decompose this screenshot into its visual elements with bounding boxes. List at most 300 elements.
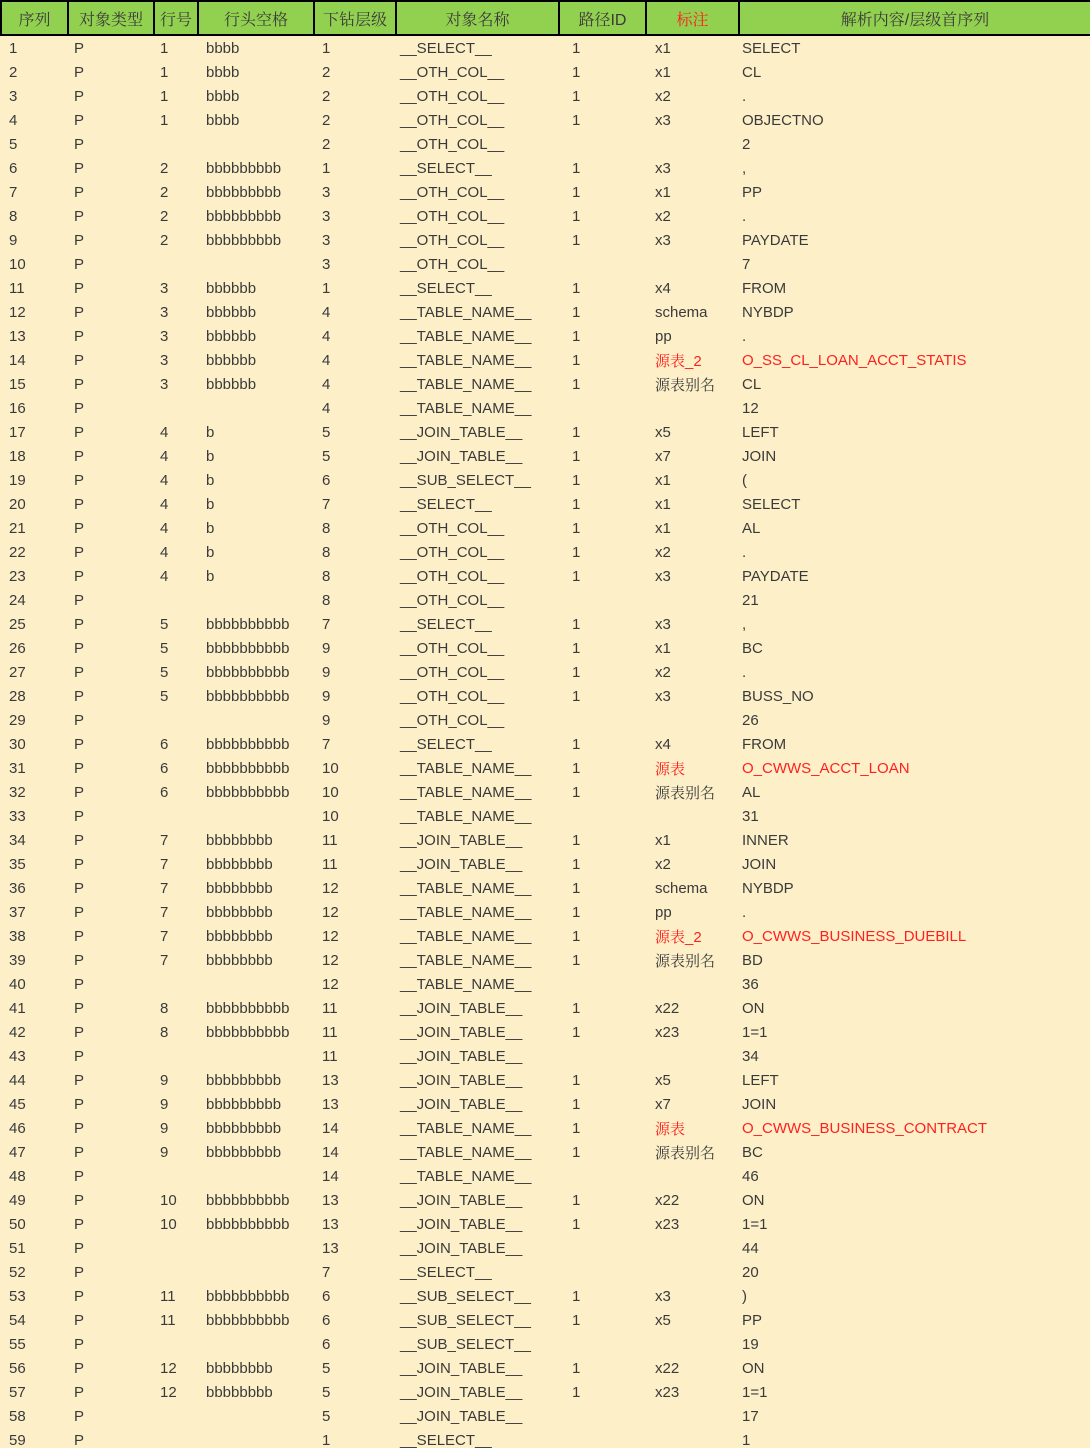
cell-drill-level[interactable]: 6 (322, 1311, 331, 1329)
cell-annotation[interactable]: 源表别名 (655, 784, 716, 802)
cell-object-type[interactable]: P (74, 903, 85, 921)
cell-drill-level[interactable]: 8 (322, 519, 331, 537)
cell-object-name[interactable]: __TABLE_NAME__ (400, 1143, 532, 1161)
cell-parsed-content[interactable]: PP (742, 183, 763, 201)
cell-row-no[interactable]: 11 (160, 1311, 176, 1329)
cell-path-id[interactable]: 1 (572, 87, 581, 105)
cell-row-head-spaces[interactable]: bbbbbbbb (206, 903, 273, 921)
cell-parsed-content[interactable]: ON (742, 999, 765, 1017)
cell-seq[interactable]: 21 (9, 519, 26, 537)
cell-object-name[interactable]: __SELECT__ (400, 735, 492, 753)
cell-object-type[interactable]: P (74, 1407, 85, 1425)
cell-drill-level[interactable]: 13 (322, 1239, 339, 1257)
cell-annotation[interactable] (646, 804, 739, 828)
cell-object-type[interactable]: P (74, 159, 85, 177)
cell-drill-level[interactable]: 6 (322, 1335, 331, 1353)
cell-row-head-spaces[interactable]: bbbbbbbb (206, 1359, 273, 1377)
cell-object-name[interactable]: __JOIN_TABLE__ (400, 1071, 523, 1089)
cell-row-no[interactable]: 2 (160, 183, 169, 201)
cell-object-type[interactable]: P (74, 1215, 85, 1233)
cell-annotation[interactable]: x3 (655, 1287, 671, 1305)
cell-annotation[interactable]: x2 (655, 87, 671, 105)
cell-drill-level[interactable]: 7 (322, 735, 331, 753)
cell-parsed-content[interactable]: ( (742, 471, 747, 489)
cell-parsed-content[interactable]: 7 (742, 255, 751, 273)
cell-path-id[interactable]: 1 (572, 471, 581, 489)
cell-object-name[interactable]: __OTH_COL__ (400, 663, 505, 681)
cell-object-name[interactable]: __SUB_SELECT__ (400, 471, 531, 489)
cell-seq[interactable]: 28 (9, 687, 26, 705)
cell-row-head-spaces[interactable] (198, 1428, 314, 1448)
cell-object-name[interactable]: __JOIN_TABLE__ (400, 447, 523, 465)
cell-object-name[interactable]: __TABLE_NAME__ (400, 807, 532, 825)
cell-drill-level[interactable]: 13 (322, 1215, 339, 1233)
cell-object-type[interactable]: P (74, 1263, 85, 1281)
cell-object-type[interactable]: P (74, 279, 85, 297)
cell-object-type[interactable]: P (74, 1431, 85, 1448)
cell-object-name[interactable]: __JOIN_TABLE__ (400, 999, 523, 1017)
cell-annotation[interactable]: schema (655, 879, 708, 897)
cell-row-head-spaces[interactable] (198, 708, 314, 732)
cell-object-type[interactable]: P (74, 591, 85, 609)
cell-parsed-content[interactable]: NYBDP (742, 303, 794, 321)
cell-seq[interactable]: 43 (9, 1047, 26, 1065)
cell-parsed-content[interactable]: SELECT (742, 495, 801, 513)
cell-row-head-spaces[interactable]: bbbbbbbbbb (206, 759, 290, 777)
cell-drill-level[interactable]: 7 (322, 495, 331, 513)
cell-annotation[interactable]: x1 (655, 183, 671, 201)
cell-annotation[interactable]: x2 (655, 663, 671, 681)
col-header-path-id[interactable]: 路径ID (559, 1, 646, 35)
cell-row-head-spaces[interactable] (198, 804, 314, 828)
cell-object-name[interactable]: __SELECT__ (400, 495, 492, 513)
cell-object-name[interactable]: __JOIN_TABLE__ (400, 1239, 523, 1257)
cell-annotation[interactable] (646, 132, 739, 156)
cell-object-name[interactable]: __SELECT__ (400, 159, 492, 177)
cell-object-name[interactable]: __TABLE_NAME__ (400, 375, 532, 393)
cell-object-type[interactable]: P (74, 87, 85, 105)
cell-drill-level[interactable]: 5 (322, 1407, 331, 1425)
cell-annotation[interactable]: x23 (655, 1023, 680, 1041)
cell-annotation[interactable]: x1 (655, 495, 671, 513)
cell-drill-level[interactable]: 5 (322, 423, 331, 441)
cell-object-type[interactable]: P (74, 471, 85, 489)
cell-seq[interactable]: 58 (9, 1407, 26, 1425)
cell-parsed-content[interactable]: AL (742, 783, 761, 801)
cell-seq[interactable]: 3 (9, 87, 18, 105)
cell-object-type[interactable]: P (74, 519, 85, 537)
cell-seq[interactable]: 1 (9, 39, 18, 57)
cell-annotation[interactable] (646, 1332, 739, 1356)
cell-row-head-spaces[interactable]: bbbbbbbb (206, 951, 273, 969)
cell-row-head-spaces[interactable]: bbbbbb (206, 327, 257, 345)
cell-row-head-spaces[interactable]: b (206, 495, 215, 513)
cell-parsed-content[interactable]: 1=1 (742, 1215, 768, 1233)
cell-row-head-spaces[interactable]: bbbbbbbb (206, 831, 273, 849)
cell-row-no[interactable]: 1 (160, 87, 169, 105)
cell-row-no[interactable]: 1 (160, 111, 169, 129)
cell-row-head-spaces[interactable]: bbbbbbbbbb (206, 663, 290, 681)
cell-object-type[interactable]: P (74, 855, 85, 873)
cell-seq[interactable]: 20 (9, 495, 26, 513)
cell-parsed-content[interactable]: CL (742, 375, 762, 393)
cell-path-id[interactable]: 1 (572, 39, 581, 57)
col-header-row-head-spaces[interactable]: 行头空格 (198, 1, 314, 35)
cell-object-name[interactable]: __JOIN_TABLE__ (400, 1095, 523, 1113)
cell-row-no[interactable]: 4 (160, 567, 169, 585)
col-header-seq[interactable]: 序列 (1, 1, 68, 35)
cell-annotation[interactable]: x1 (655, 471, 671, 489)
col-header-object-name[interactable]: 对象名称 (396, 1, 559, 35)
cell-row-head-spaces[interactable]: bbbbbbbb (206, 855, 273, 873)
cell-annotation[interactable] (646, 708, 739, 732)
cell-drill-level[interactable]: 2 (322, 87, 331, 105)
cell-drill-level[interactable]: 4 (322, 327, 331, 345)
cell-path-id[interactable]: 1 (572, 951, 581, 969)
cell-path-id[interactable]: 1 (572, 1095, 581, 1113)
cell-row-no[interactable]: 7 (160, 879, 169, 897)
cell-seq[interactable]: 5 (9, 135, 18, 153)
cell-object-name[interactable]: __TABLE_NAME__ (400, 303, 532, 321)
cell-path-id[interactable]: 1 (572, 519, 581, 537)
cell-row-no[interactable]: 3 (160, 279, 169, 297)
cell-row-head-spaces[interactable]: bbbbbbbbbb (206, 735, 290, 753)
cell-object-type[interactable]: P (74, 759, 85, 777)
cell-row-head-spaces[interactable] (198, 1404, 314, 1428)
cell-row-head-spaces[interactable]: bbbbbbbb (206, 927, 273, 945)
cell-parsed-content[interactable]: BC (742, 639, 763, 657)
cell-annotation[interactable]: schema (655, 303, 708, 321)
cell-row-no[interactable]: 6 (160, 735, 169, 753)
cell-annotation[interactable] (646, 1164, 739, 1188)
cell-drill-level[interactable]: 11 (322, 1023, 338, 1041)
cell-parsed-content[interactable]: 36 (742, 975, 759, 993)
cell-row-no[interactable]: 5 (160, 639, 169, 657)
cell-row-head-spaces[interactable] (198, 1164, 314, 1188)
cell-seq[interactable]: 34 (9, 831, 26, 849)
cell-row-head-spaces[interactable]: bbbbbbbbbb (206, 1023, 290, 1041)
cell-parsed-content[interactable]: . (742, 327, 747, 345)
cell-drill-level[interactable]: 2 (322, 135, 331, 153)
cell-drill-level[interactable]: 13 (322, 1191, 339, 1209)
cell-object-type[interactable]: P (74, 807, 85, 825)
cell-object-type[interactable]: P (74, 327, 85, 345)
cell-object-name[interactable]: __OTH_COL__ (400, 255, 505, 273)
cell-drill-level[interactable]: 5 (322, 447, 331, 465)
cell-annotation[interactable]: x1 (655, 39, 671, 57)
cell-path-id[interactable]: 1 (572, 879, 581, 897)
cell-object-type[interactable]: P (74, 687, 85, 705)
cell-parsed-content[interactable]: SELECT (742, 39, 801, 57)
cell-row-no[interactable] (154, 1332, 198, 1356)
cell-row-no[interactable]: 8 (160, 1023, 169, 1041)
cell-annotation[interactable] (646, 396, 739, 420)
cell-parsed-content[interactable]: O_SS_CL_LOAN_ACCT_STATIS (742, 351, 967, 369)
cell-row-head-spaces[interactable]: bbbbbbbbbb (206, 1215, 290, 1233)
cell-path-id[interactable]: 1 (572, 1143, 581, 1161)
cell-parsed-content[interactable]: LEFT (742, 423, 779, 441)
cell-row-no[interactable] (154, 972, 198, 996)
cell-path-id[interactable]: 1 (572, 759, 581, 777)
cell-drill-level[interactable]: 3 (322, 231, 331, 249)
cell-annotation[interactable] (646, 1404, 739, 1428)
cell-seq[interactable]: 22 (9, 543, 26, 561)
cell-path-id[interactable] (559, 1236, 646, 1260)
cell-annotation[interactable]: x1 (655, 519, 671, 537)
cell-seq[interactable]: 26 (9, 639, 26, 657)
cell-annotation[interactable]: pp (655, 327, 672, 345)
cell-row-head-spaces[interactable]: bbbbbbbb (206, 879, 273, 897)
cell-seq[interactable]: 33 (9, 807, 26, 825)
cell-row-head-spaces[interactable] (198, 1332, 314, 1356)
cell-path-id[interactable] (559, 1260, 646, 1284)
cell-parsed-content[interactable]: JOIN (742, 855, 777, 873)
cell-object-name[interactable]: __JOIN_TABLE__ (400, 423, 523, 441)
cell-drill-level[interactable]: 13 (322, 1095, 339, 1113)
cell-row-no[interactable]: 9 (160, 1143, 169, 1161)
cell-path-id[interactable]: 1 (572, 111, 581, 129)
cell-object-type[interactable]: P (74, 495, 85, 513)
cell-annotation[interactable]: x23 (655, 1383, 680, 1401)
cell-annotation[interactable]: x1 (655, 639, 671, 657)
cell-parsed-content[interactable]: 12 (742, 399, 759, 417)
cell-row-no[interactable] (154, 132, 198, 156)
cell-seq[interactable]: 39 (9, 951, 26, 969)
cell-row-no[interactable]: 2 (160, 231, 169, 249)
cell-seq[interactable]: 51 (9, 1239, 26, 1257)
cell-seq[interactable]: 50 (9, 1215, 26, 1233)
cell-seq[interactable]: 30 (9, 735, 26, 753)
cell-path-id[interactable] (559, 1044, 646, 1068)
cell-drill-level[interactable]: 11 (322, 831, 338, 849)
cell-seq[interactable]: 35 (9, 855, 26, 873)
cell-row-no[interactable]: 11 (160, 1287, 176, 1305)
col-header-object-type[interactable]: 对象类型 (68, 1, 154, 35)
cell-path-id[interactable]: 1 (572, 999, 581, 1017)
cell-row-no[interactable]: 4 (160, 495, 169, 513)
cell-drill-level[interactable]: 11 (322, 1047, 338, 1065)
cell-row-head-spaces[interactable] (198, 1260, 314, 1284)
cell-row-head-spaces[interactable]: bbbb (206, 87, 240, 105)
cell-row-no[interactable] (154, 1428, 198, 1448)
cell-seq[interactable]: 12 (9, 303, 26, 321)
cell-row-no[interactable]: 6 (160, 759, 169, 777)
cell-row-head-spaces[interactable]: bbbbbbbbbb (206, 999, 290, 1017)
cell-seq[interactable]: 8 (9, 207, 18, 225)
cell-row-no[interactable] (154, 588, 198, 612)
cell-object-name[interactable]: __OTH_COL__ (400, 111, 505, 129)
cell-object-name[interactable]: __OTH_COL__ (400, 135, 505, 153)
cell-path-id[interactable]: 1 (572, 1311, 581, 1329)
cell-drill-level[interactable]: 13 (322, 1071, 339, 1089)
cell-parsed-content[interactable]: 26 (742, 711, 759, 729)
cell-annotation[interactable]: x4 (655, 735, 671, 753)
cell-object-type[interactable]: P (74, 111, 85, 129)
cell-annotation[interactable]: 源表 (655, 760, 686, 778)
cell-row-head-spaces[interactable]: bbbbbb (206, 303, 257, 321)
cell-annotation[interactable]: x2 (655, 543, 671, 561)
cell-drill-level[interactable]: 1 (322, 279, 331, 297)
cell-drill-level[interactable]: 4 (322, 399, 331, 417)
cell-row-head-spaces[interactable]: bbbbbbbbbb (206, 687, 290, 705)
cell-object-name[interactable]: __OTH_COL__ (400, 63, 505, 81)
cell-row-head-spaces[interactable] (198, 396, 314, 420)
cell-object-type[interactable]: P (74, 39, 85, 57)
cell-parsed-content[interactable]: , (742, 159, 747, 177)
cell-row-no[interactable]: 4 (160, 471, 169, 489)
cell-drill-level[interactable]: 2 (322, 63, 331, 81)
cell-parsed-content[interactable]: 2 (742, 135, 751, 153)
cell-drill-level[interactable]: 12 (322, 903, 339, 921)
cell-annotation[interactable]: 源表别名 (655, 376, 716, 394)
cell-annotation[interactable]: x3 (655, 687, 671, 705)
cell-parsed-content[interactable]: ON (742, 1191, 765, 1209)
cell-object-name[interactable]: __TABLE_NAME__ (400, 879, 532, 897)
cell-row-head-spaces[interactable] (198, 1044, 314, 1068)
cell-annotation[interactable]: x2 (655, 855, 671, 873)
cell-annotation[interactable]: x22 (655, 1359, 680, 1377)
cell-row-no[interactable]: 10 (160, 1191, 177, 1209)
cell-row-no[interactable] (154, 804, 198, 828)
cell-row-no[interactable]: 6 (160, 783, 169, 801)
cell-annotation[interactable]: x5 (655, 423, 671, 441)
cell-object-name[interactable]: __OTH_COL__ (400, 711, 505, 729)
cell-parsed-content[interactable]: O_CWWS_BUSINESS_DUEBILL (742, 927, 967, 945)
cell-row-head-spaces[interactable]: bbbbbbbbb (206, 207, 282, 225)
cell-row-head-spaces[interactable]: b (206, 519, 215, 537)
cell-annotation[interactable]: x3 (655, 567, 671, 585)
cell-parsed-content[interactable]: AL (742, 519, 761, 537)
cell-path-id[interactable]: 1 (572, 495, 581, 513)
cell-drill-level[interactable]: 8 (322, 567, 331, 585)
cell-annotation[interactable]: x5 (655, 1071, 671, 1089)
cell-object-type[interactable]: P (74, 399, 85, 417)
cell-parsed-content[interactable]: O_CWWS_ACCT_LOAN (742, 759, 910, 777)
cell-seq[interactable]: 17 (9, 423, 26, 441)
cell-row-no[interactable]: 7 (160, 831, 169, 849)
cell-parsed-content[interactable]: LEFT (742, 1071, 779, 1089)
cell-path-id[interactable]: 1 (572, 447, 581, 465)
cell-row-head-spaces[interactable] (198, 972, 314, 996)
cell-parsed-content[interactable]: FROM (742, 735, 787, 753)
cell-row-head-spaces[interactable]: bbbbbbbbbb (206, 1191, 290, 1209)
cell-object-type[interactable]: P (74, 783, 85, 801)
cell-seq[interactable]: 53 (9, 1287, 26, 1305)
cell-seq[interactable]: 45 (9, 1095, 26, 1113)
cell-annotation[interactable] (646, 252, 739, 276)
cell-object-type[interactable]: P (74, 1023, 85, 1041)
cell-row-head-spaces[interactable]: bbbb (206, 63, 240, 81)
cell-annotation[interactable]: 源表别名 (655, 952, 716, 970)
cell-annotation[interactable]: x22 (655, 1191, 680, 1209)
cell-object-name[interactable]: __SELECT__ (400, 1263, 492, 1281)
cell-row-no[interactable]: 4 (160, 447, 169, 465)
cell-object-type[interactable]: P (74, 207, 85, 225)
cell-seq[interactable]: 49 (9, 1191, 26, 1209)
cell-annotation[interactable]: 源表_2 (655, 352, 702, 370)
cell-drill-level[interactable]: 10 (322, 807, 339, 825)
cell-drill-level[interactable]: 7 (322, 1263, 331, 1281)
cell-row-no[interactable]: 1 (160, 39, 169, 57)
cell-seq[interactable]: 7 (9, 183, 18, 201)
cell-path-id[interactable]: 1 (572, 663, 581, 681)
cell-path-id[interactable]: 1 (572, 1383, 581, 1401)
cell-object-name[interactable]: __SELECT__ (400, 279, 492, 297)
cell-drill-level[interactable]: 3 (322, 255, 331, 273)
cell-seq[interactable]: 11 (9, 279, 25, 297)
cell-object-name[interactable]: __JOIN_TABLE__ (400, 1215, 523, 1233)
cell-row-no[interactable]: 4 (160, 519, 169, 537)
cell-object-name[interactable]: __JOIN_TABLE__ (400, 1047, 523, 1065)
cell-object-type[interactable]: P (74, 567, 85, 585)
cell-drill-level[interactable]: 10 (322, 783, 339, 801)
cell-path-id[interactable] (559, 972, 646, 996)
cell-row-head-spaces[interactable]: bbbbbbbbb (206, 1071, 282, 1089)
cell-annotation[interactable]: x23 (655, 1215, 680, 1233)
cell-row-no[interactable]: 12 (160, 1359, 177, 1377)
cell-drill-level[interactable]: 2 (322, 111, 331, 129)
cell-object-type[interactable]: P (74, 1239, 85, 1257)
cell-path-id[interactable]: 1 (572, 351, 581, 369)
cell-row-head-spaces[interactable]: bbbbbbbbbb (206, 1311, 290, 1329)
cell-object-name[interactable]: __TABLE_NAME__ (400, 951, 532, 969)
cell-parsed-content[interactable]: INNER (742, 831, 789, 849)
cell-row-head-spaces[interactable]: bbbbbb (206, 279, 257, 297)
cell-row-no[interactable]: 3 (160, 375, 169, 393)
cell-row-head-spaces[interactable]: bbbbbbbbbb (206, 1287, 290, 1305)
cell-row-no[interactable] (154, 708, 198, 732)
cell-parsed-content[interactable]: OBJECTNO (742, 111, 824, 129)
cell-row-no[interactable] (154, 396, 198, 420)
cell-path-id[interactable]: 1 (572, 615, 581, 633)
cell-row-head-spaces[interactable]: bbbbbbbbb (206, 159, 282, 177)
cell-row-no[interactable]: 3 (160, 303, 169, 321)
cell-annotation[interactable]: x3 (655, 231, 671, 249)
cell-seq[interactable]: 31 (9, 759, 26, 777)
cell-row-no[interactable] (154, 1044, 198, 1068)
cell-seq[interactable]: 42 (9, 1023, 26, 1041)
cell-object-name[interactable]: __TABLE_NAME__ (400, 1167, 532, 1185)
cell-row-head-spaces[interactable]: bbbbbbbbb (206, 231, 282, 249)
cell-path-id[interactable]: 1 (572, 735, 581, 753)
cell-parsed-content[interactable]: ON (742, 1359, 765, 1377)
cell-row-no[interactable]: 9 (160, 1095, 169, 1113)
cell-seq[interactable]: 25 (9, 615, 26, 633)
cell-row-no[interactable]: 12 (160, 1383, 177, 1401)
cell-parsed-content[interactable]: 44 (742, 1239, 759, 1257)
cell-drill-level[interactable]: 1 (322, 1431, 331, 1448)
cell-object-type[interactable]: P (74, 711, 85, 729)
cell-object-type[interactable]: P (74, 1191, 85, 1209)
cell-drill-level[interactable]: 8 (322, 543, 331, 561)
col-header-parsed-content[interactable]: 解析内容/层级首序列 (739, 1, 1090, 35)
cell-object-name[interactable]: __OTH_COL__ (400, 183, 505, 201)
cell-object-name[interactable]: __TABLE_NAME__ (400, 783, 532, 801)
cell-drill-level[interactable]: 12 (322, 951, 339, 969)
cell-path-id[interactable] (559, 396, 646, 420)
cell-object-type[interactable]: P (74, 831, 85, 849)
cell-drill-level[interactable]: 12 (322, 879, 339, 897)
cell-path-id[interactable]: 1 (572, 783, 581, 801)
cell-drill-level[interactable]: 4 (322, 375, 331, 393)
cell-seq[interactable]: 24 (9, 591, 26, 609)
cell-row-head-spaces[interactable]: bbbbbbbbbb (206, 639, 290, 657)
cell-annotation[interactable] (646, 588, 739, 612)
cell-parsed-content[interactable]: 34 (742, 1047, 759, 1065)
cell-drill-level[interactable]: 1 (322, 39, 331, 57)
cell-path-id[interactable]: 1 (572, 207, 581, 225)
cell-path-id[interactable] (559, 132, 646, 156)
